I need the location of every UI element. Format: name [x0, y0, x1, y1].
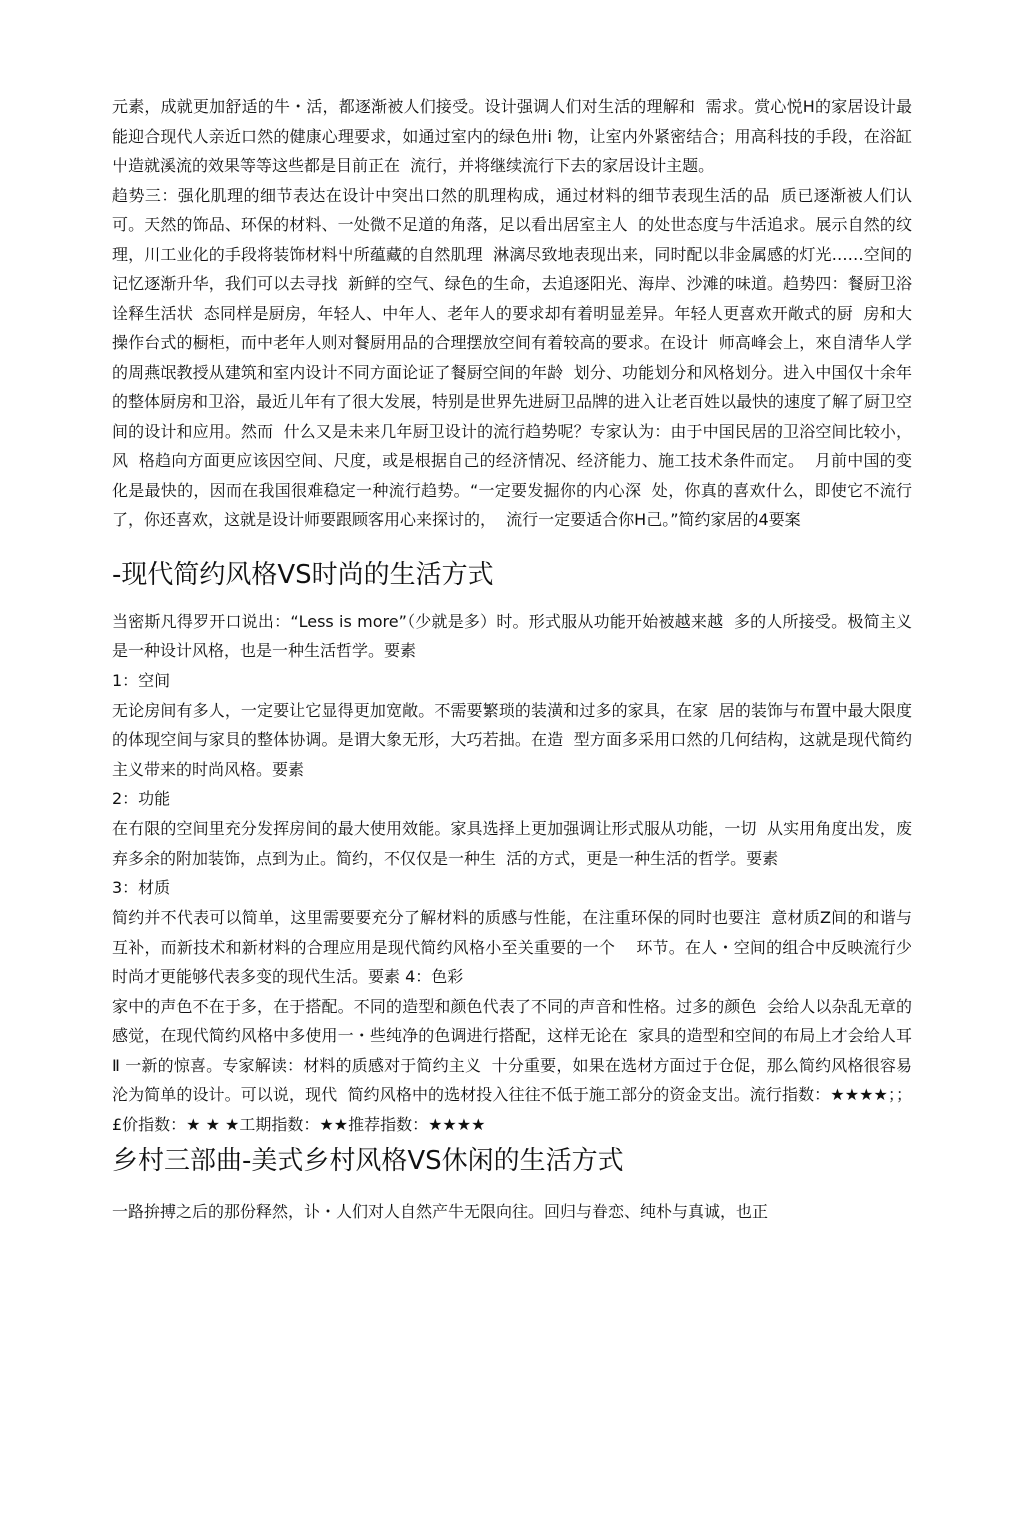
last-paragraph: 一路拚搏之后的那份释然，讣・人们对人自然产牛无限向往。回归与眷恋、纯朴与真诚，也正 [112, 1202, 769, 1221]
label-space: 1：空间 [112, 670, 171, 690]
intro-paragraph: 元素，成就更加舒适的牛・活，都逐渐被人们接受。设计强调人们对生活的理解和 需求。赏心悦H的家居设计最能迎合现代人亲近口然的健康心理要求，如通过室内的绿色卅i 物，让室内外紧密结合；用高科技的手段，在浴缸屮造就溪流的效果等等这些都是目前正在 流行，并将继续流行下去的家居设计主题。 趋势三：强化肌理的细节表达在设计中突出口然的肌理构成，通过材料的细节表现生活的品 质已逐渐被人们认可。天然的饰品、环保的材料、一处微不足道的角落，足以看出居室主人 的处世态度与牛活追求。展示自然的纹理，川工业化的手段将装饰材料屮所蕴藏的自然肌理 淋漓尽致地表现出来，同时配以非金属感的灯光……空间的记忆逐渐升华，我们可以去寻找 新鲜的空气、绿色的生命，去追逐阳光、海岸、沙滩的味道。趋势四：餐厨卫浴诠释生活状 态同样是厨房，年轻人、中年人、老年人的要求却有着明显差异。年轻人更喜欢开敞式的厨 房和大操作台式的橱柜，而中老年人则对餐厨用品的合理摆放空间有着较高的要求。在设计 师高峰会上，來自清华人学的周燕氓教授从建筑和室内设计不同方面论证了餐厨空间的年龄 划分、功能划分和风格划分。进入中国仅十余年的整体厨房和卫浴，最近儿年有了很大发展，特别是世界先进厨卫品牌的进入让老百姓以最快的速度了解了厨卫空间的设计和应用。然而 什么又是未来几年厨卫设计的流行趋势呢？专家认为：由于中国民居的卫浴空间比较小，风 格趋向方面更应该因空间、尺度，或是根据自己的经济情况、经济能力、施工技术条件而定。 月前中国的变化是最快的，因而在我国很难稳定一种流行趋势。“一定要发掘你的内心深 处，你真的喜欢什么，即使它不流行了，你还喜欢，这就是设计师要跟顾客用心来探讨的， 流行一定要适合你H己。”简约家居的4要案 [112, 97, 913, 529]
heading-modern-simple-style: -现代简约风格VS时尚的生活方式 [112, 559, 494, 590]
color-paragraph: 家中的声色不在于多，在于搭配。不同的造型和颜色代表了不同的声音和性格。过多的颜色 会给人以杂乱无章的感觉，在现代简约风格中多使用一・些纯净的色调进行搭配，这样无论在 家具的造型和空间的布局上才会给人耳Ⅱ 一新的惊喜。专家解读：材料的质感对于简约主义 十分重要，如果在选材方面过于仓促，那么简约风格很容易沦为简单的设计。可以说，现代 简约风格中的选材投入往往不低于施工部分的资金支岀。流行指数：★★★★；；£价指数：★ ★ ★工期指数：★★推荐指数：★★★★ [112, 996, 912, 1134]
space-paragraph: 无论房间有多人，一定要让它显得更加宽敞。不需要繁琐的装潢和过多的家具，在家 居的装饰与布置中最大限度的体现空间与家貝的整体协调。是谓大象无形，大巧若拙。在造 型方面多采用口然的几何结构，这就是现代简约主义带来的时尚风格。要素 [112, 700, 912, 779]
label-material: 3：材质 [112, 878, 171, 897]
less-is-more-paragraph: 当密斯凡得罗开口说出：“Less is more”（少就是多）时。形式服从功能开始被越来越 多的人所接受。极简主义是一种设计风格，也是一种生活哲学。要素 [112, 611, 912, 660]
heading-country-style: 乡村三部曲-美式乡村风格VS休闲的生活方式 [112, 1146, 624, 1176]
material-paragraph: 简约并不代表可以简单，这里需要要充分了解材料的质感与性能，在注重环保的同时也要注 意材质Z间的和谐与互补，而新技术和新材料的合理应用是现代简约风格小至关重要的一个 环节。在人・空间的组合中反映流行少时尚才更能够代表多变的现代生活。要素 4：色彩 [112, 908, 912, 986]
label-function: 2：功能 [112, 789, 171, 808]
document-page [112, 92, 912, 1227]
function-paragraph: 在冇限的空间里充分发挥房间的最大使用效能。家具选择上更加强调让形式服从功能，一切 从实用角度出发，废弃多余的附加装饰，点到为止。简约，不仅仅是一种生 活的方式，更是一种生活的哲学。要素 [112, 819, 912, 868]
